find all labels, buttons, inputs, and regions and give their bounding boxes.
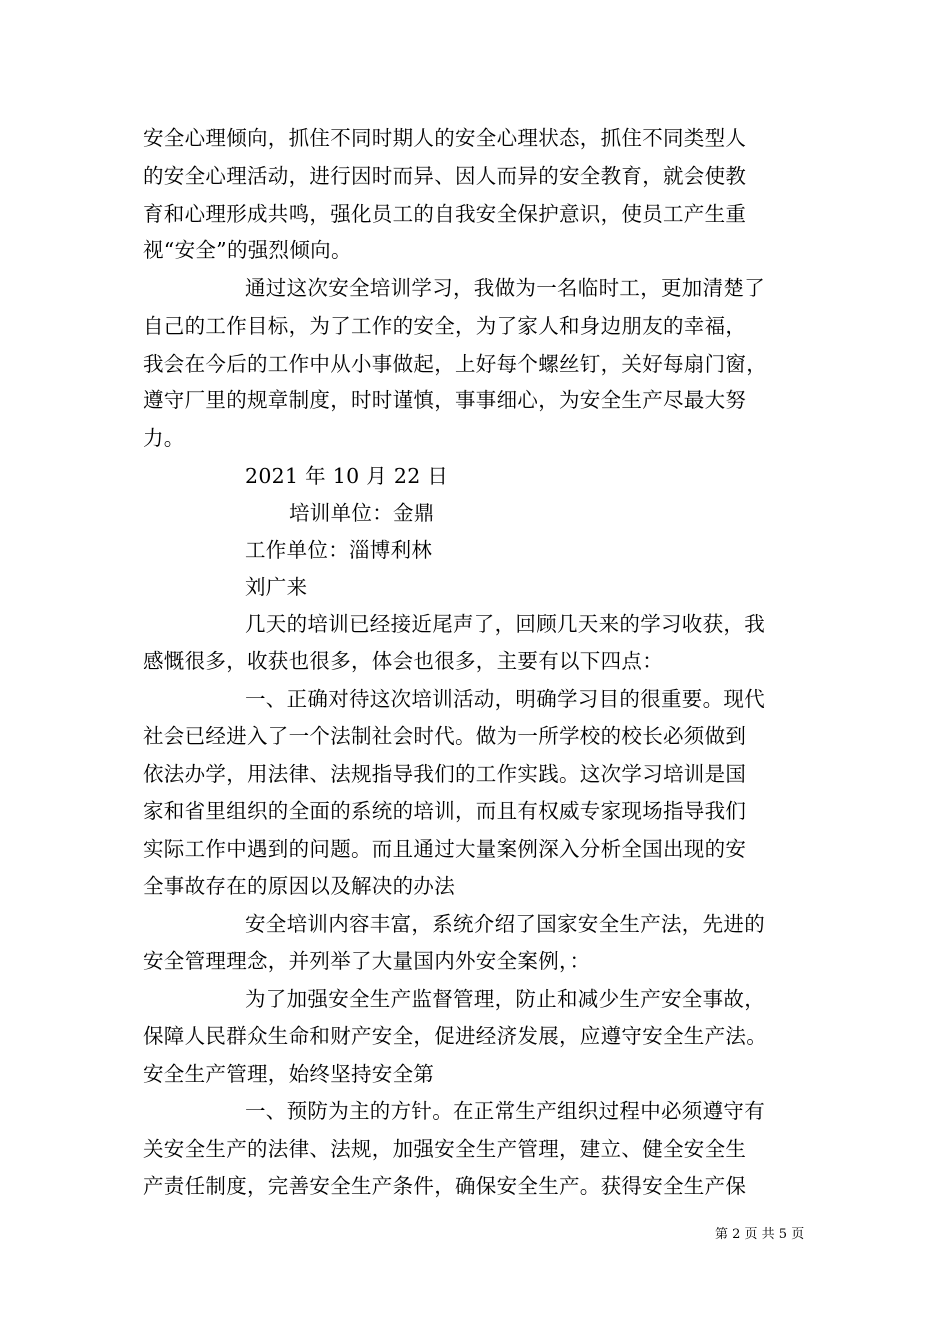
text-line: 力。 <box>143 426 185 450</box>
date-line: 2021 年 10 月 22 日 <box>245 464 449 488</box>
author-name: 刘广来 <box>245 575 308 599</box>
text-line: 一、预防为主的方针。在正常生产组织过程中必须遵守有 <box>245 1099 765 1123</box>
text-line: 为了加强安全生产监督管理，防止和减少生产安全事故， <box>245 987 765 1011</box>
page-number: 第 2 页 共 5 页 <box>715 1227 805 1242</box>
text-line: 自己的工作目标，为了工作的安全，为了家人和身边朋友的幸福， <box>143 314 747 338</box>
text-line: 保障人民群众生命和财产安全，促进经济发展，应遵守安全生产法。 <box>143 1024 767 1048</box>
text-line: 遵守厂里的规章制度，时时谨慎，事事细心，为安全生产尽最大努 <box>143 388 747 412</box>
text-line: 视“安全”的强烈倾向。 <box>143 238 352 262</box>
text-line: 安全心理倾向，抓住不同时期人的安全心理状态，抓住不同类型人 <box>143 126 747 150</box>
text-line: 实际工作中遇到的问题。而且通过大量案例深入分析全国出现的安 <box>143 837 747 861</box>
text-line: 的安全心理活动，进行因时而异、因人而异的安全教育，就会使教 <box>143 164 747 188</box>
text-line: 感慨很多，收获也很多，体会也很多，主要有以下四点： <box>143 649 663 673</box>
text-line: 安全培训内容丰富，系统介绍了国家安全生产法，先进的 <box>245 912 765 936</box>
text-line: 通过这次安全培训学习，我做为一名临时工，更加清楚了 <box>245 276 765 300</box>
text-line: 我会在今后的工作中从小事做起，上好每个螺丝钉，关好每扇门窗， <box>143 352 767 376</box>
text-line: 产责任制度，完善安全生产条件，确保安全生产。获得安全生产保 <box>143 1174 747 1198</box>
training-unit-line: 培训单位：金鼎 <box>289 501 435 525</box>
text-line: 育和心理形成共鸣，强化员工的自我安全保护意识，使员工产生重 <box>143 202 747 226</box>
text-line: 一、正确对待这次培训活动，明确学习目的很重要。现代 <box>245 687 765 711</box>
work-unit-line: 工作单位：淄博利林 <box>245 538 433 562</box>
text-line: 依法办学，用法律、法规指导我们的工作实践。这次学习培训是国 <box>143 762 747 786</box>
text-line: 安全生产管理，始终坚持安全第 <box>143 1062 435 1086</box>
text-line: 几天的培训已经接近尾声了，回顾几天来的学习收获，我 <box>245 612 765 636</box>
text-line: 全事故存在的原因以及解决的办法 <box>143 874 455 898</box>
text-line: 社会已经进入了一个法制社会时代。做为一所学校的校长必须做到 <box>143 724 747 748</box>
text-line: 安全管理理念，并列举了大量国内外安全案例，： <box>143 949 591 973</box>
text-line: 关安全生产的法律、法规，加强安全生产管理，建立、健全安全生 <box>143 1137 747 1161</box>
text-line: 家和省里组织的全面的系统的培训，而且有权威专家现场指导我们 <box>143 799 747 823</box>
